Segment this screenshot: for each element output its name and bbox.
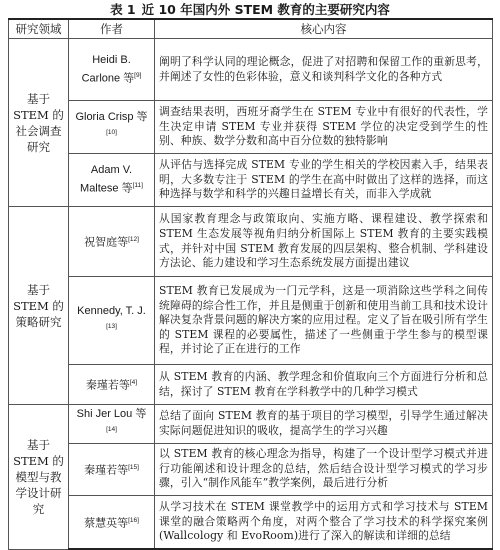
header-field: 研究领域 <box>9 19 69 39</box>
author-cell <box>69 39 155 101</box>
field-cell: 基于 STEM 的社会调查研究 <box>9 39 69 207</box>
reference-marker: [13] <box>106 322 117 330</box>
table-number: 表 1 <box>110 2 136 17</box>
author-name: Kennedy, T. J. <box>77 304 146 317</box>
table-row <box>9 365 493 405</box>
reference-marker: [12] <box>128 236 139 244</box>
content-cell: 阐明了科学认同的理论概念，促进了对招聘和保留工作的重新思考，并阐述了女性的色彩体验，意义和谈判科学文化的各种方式 <box>155 39 493 101</box>
author-cell <box>69 495 155 549</box>
reference-marker: [14] <box>106 426 117 433</box>
field-cell: 基于 STEM 的策略研究 <box>9 207 69 405</box>
reference-marker: [4] <box>129 379 138 387</box>
reference-marker: [9] <box>134 71 142 79</box>
content-cell: 从 STEM 教育的内涵、教学理念和价值取向三个方面进行分析和总结，探讨了 STEM 教育在学科教学中的几种学习模式 <box>155 365 493 405</box>
reference-marker: [16] <box>128 516 139 524</box>
author-name: Heidi B. Carlone 等 <box>81 53 135 85</box>
author-name: 秦瑾若等 <box>84 464 129 477</box>
author-name: 秦瑾若等 <box>85 379 130 392</box>
author-cell <box>69 207 155 277</box>
author-name: 祝智庭等 <box>84 236 129 249</box>
table-row <box>9 277 493 365</box>
author-name: 蔡慧英等 <box>84 517 129 530</box>
content-cell: 以 STEM 教育的核心理念为指导，构建了一个设计型学习模式并进行功能阐述和设计理念的总结，然后结合设计型学习模式的学习步骤，引入“制作风能车”教学案例，最后进行分析 <box>155 443 493 495</box>
content-cell: 从国家教育理念与政策取向、实施方略、课程建设、教学探索和 STEM 生态发展等视角归纳分析国际上 STEM 教育的主要实践模式，并针对中国 STEM 教育发展的四层架构、整合机制、学科建设方法论、能力建设和学习生态系统发展方面提出建议 <box>155 207 493 277</box>
table-row <box>9 101 493 154</box>
reference-marker: [10] <box>106 129 117 137</box>
table-row <box>9 154 493 207</box>
table-row <box>9 443 493 495</box>
header-author: 作者 <box>69 19 155 39</box>
author-cell <box>69 101 155 154</box>
author-name: Gloria Crisp 等 <box>75 111 148 124</box>
author-name: Shi Jer Lou 等 <box>76 408 147 420</box>
table-row <box>9 405 493 444</box>
table-row <box>9 495 493 549</box>
reference-marker: [15] <box>128 463 139 471</box>
content-cell: 从学习技术在 STEM 课堂教学中的运用方式和学习技术与 STEM 课堂的融合策略两个角度，对两个整合了学习技术的科学探究案例(Wallcology 和 EvoRoom)进行了深入的解读和详细的总结 <box>155 495 493 549</box>
table-row <box>9 207 493 277</box>
content-cell: 从评估与选择完成 STEM 专业的学生相关的学校因素入手，结果表明，大多数专注于 STEM 的学生在高中时做出了这样的选择，而这种选择与数学和科学的兴趣日益增长有关，而非入学成就 <box>155 154 493 207</box>
author-cell <box>69 154 155 207</box>
header-row <box>9 19 493 39</box>
content-cell: 总结了面向 STEM 教育的基于项目的学习模型，引导学生通过解决实际问题促进知识的吸收，提高学生的学习兴趣 <box>155 405 493 444</box>
content-cell: 调查结果表明，西班牙裔学生在 STEM 专业中有很好的代表性，学生决定申请 STEM 专业并获得 STEM 学位的决定受到学生的性别、种族、数学分数和高中百分位数的独特影响 <box>155 101 493 154</box>
table-caption <box>0 3 500 17</box>
header-content: 核心内容 <box>155 19 493 39</box>
field-cell: 基于 STEM 的模型与教学设计研究 <box>9 405 69 550</box>
author-cell <box>69 405 155 444</box>
author-name: Adam V. Maltese 等 <box>80 164 133 195</box>
author-cell <box>69 365 155 405</box>
research-table <box>8 18 493 550</box>
table-title: 近 10 年国内外 STEM 教育的主要研究内容 <box>141 2 390 17</box>
content-cell: STEM 教育已发展成为一门元学科，这是一项消除这些学科之间传统障碍的综合性工作，并且是侧重于创新和使用当前工具和技术设计解决复杂背景问题的解决方案的应用过程。定义了旨在吸引所有学生的 STEM 课程的必要属性，描述了一些侧重于学生参与的模型课程，并讨论了正在进行的工作 <box>155 277 493 365</box>
author-cell <box>69 443 155 495</box>
author-cell <box>69 277 155 365</box>
table-row <box>9 39 493 101</box>
reference-marker: [11] <box>132 182 143 190</box>
